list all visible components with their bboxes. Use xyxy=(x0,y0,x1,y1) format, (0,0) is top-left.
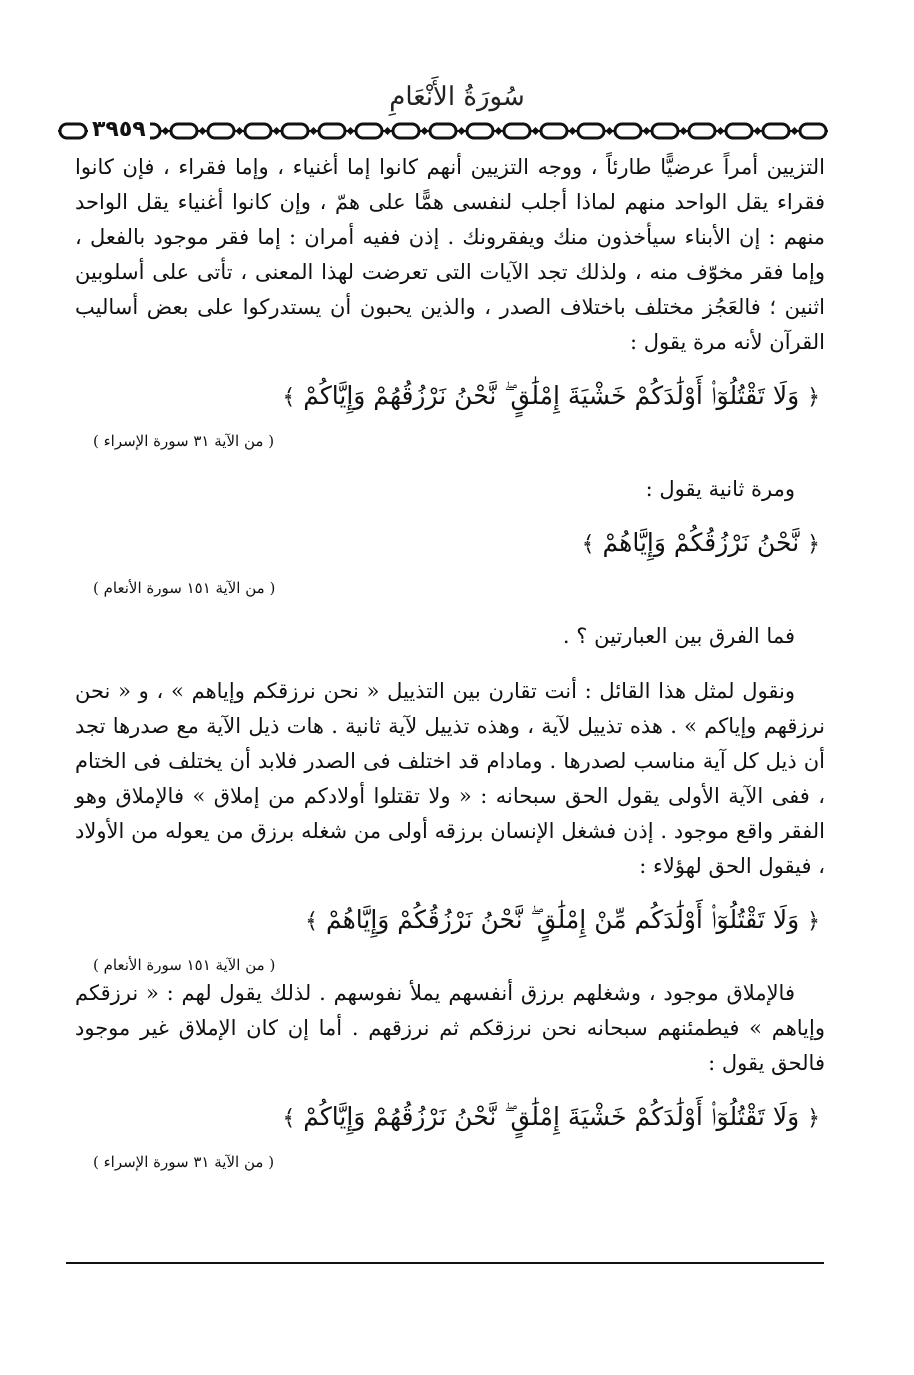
verse-close-bracket: ﴾ xyxy=(282,385,296,410)
surah-title: سُورَةُ الأَنْعَامِ xyxy=(389,82,525,112)
verse-3 xyxy=(75,900,825,942)
verse-4-text: وَلَا تَقْتُلُوٓا۟ أَوْلَٰدَكُمْ خَشْيَةَ إِمْلَٰقٍ ۖ نَّحْنُ نَرْزُقُهُمْ وَإِيَّاكُمْ xyxy=(303,1102,800,1131)
page-body xyxy=(75,150,825,1173)
verse-1-text: وَلَا تَقْتُلُوٓا۟ أَوْلَٰدَكُمْ خَشْيَةَ إِمْلَٰقٍ ۖ نَّحْنُ نَرْزُقُهُمْ وَإِيَّاكُمْ xyxy=(303,381,800,410)
verse-2-text: نَّحْنُ نَرْزُقُكُمْ وَإِيَّاهُمْ xyxy=(602,528,800,557)
page-number: ٣٩٥٩ xyxy=(88,117,150,143)
verse-2-reference: ( من الآية ١٥١ سورة الأنعام ) xyxy=(93,579,276,597)
verse-3-text: وَلَا تَقْتُلُوٓا۟ أَوْلَٰدَكُم مِّنْ إِمْلَٰقٍ ۖ نَّحْنُ نَرْزُقُكُمْ وَإِيَّاهُمْ xyxy=(325,905,800,934)
header-ornament-band xyxy=(58,118,828,144)
paragraph-4: ونقول لمثل هذا القائل : أنت تقارن بين التذييل « نحن نرزقكم وإياهم » ، و « نحن نرزقهم وإياكم » . هذه تذييل لآية ، وهذه تذييل لآية ثانية . هات ذيل الآية مع صدرها تجد أن ذيل كل آية مناسب لصدرها . ومادام قد اختلف فى الصدر فلابد أن يختلف فى الختام ، ففى الآية الأولى يقول الحق سبحانه : « ولا تقتلوا أولادكم من إملاق » فالإملاق وهو الفقر واقع موجود . إذن فشغل الإنسان برزقه أولى من شغله برزق من يعوله من الأولاد ، فيقول الحق لهؤلاء : xyxy=(75,679,825,878)
verse-2 xyxy=(75,523,825,565)
verse-open-bracket: ﴿ xyxy=(807,385,820,410)
verse-1-reference: ( من الآية ٣١ سورة الإسراء ) xyxy=(93,432,275,450)
verse-open-bracket: ﴿ xyxy=(807,909,820,934)
verse-close-bracket: ﴾ xyxy=(282,1106,296,1131)
verse-4 xyxy=(75,1097,825,1139)
verse-open-bracket: ﴿ xyxy=(807,532,820,557)
paragraph-5: فالإملاق موجود ، وشغلهم برزق أنفسهم يملأ نفوسهم . لذلك يقول لهم : « نرزقكم وإياهم » فيطمئنهم سبحانه نحن نرزقكم ثم نرزقهم . أما إن كان الإملاق غير موجود فالحق يقول : xyxy=(75,981,825,1075)
ornament-chain-icon xyxy=(58,118,828,144)
verse-4-reference: ( من الآية ٣١ سورة الإسراء ) xyxy=(93,1153,275,1171)
verse-1 xyxy=(75,376,825,418)
paragraph-3: فما الفرق بين العبارتين ؟ . xyxy=(562,624,795,648)
paragraph-2: ومرة ثانية يقول : xyxy=(645,477,795,501)
footer-rule xyxy=(66,1262,824,1264)
verse-close-bracket: ﴾ xyxy=(305,909,318,934)
verse-close-bracket: ﴾ xyxy=(581,532,595,557)
paragraph-1: التزيين أمراً عرضيًّا طارئاً ، ووجه التزيين أنهم كانوا إما أغنياء ، وإما فقراء ، فإن كانوا فقراء يقل الواحد منهم لماذا أجلب لنفسى همًّا على همّ ، وإن كانوا أغنياء يقل الواحد منهم : إن الأبناء سيأخذون منك ويفقرونك . إذن ففيه أمران : إما فقر موجود بالفعل ، وإما فقر مخوّف منه ، ولذلك تجد الآيات التى تعرضت لهذا المعنى ، تأتى على أسلوبين اثنين ؛ فالعَجُز مختلف باختلاف الصدر ، والذين يحبون أن يستدركوا على بعض أساليب القرآن لأنه مرة يقول : xyxy=(75,155,825,354)
verse-3-reference: ( من الآية ١٥١ سورة الأنعام ) xyxy=(93,956,276,974)
verse-open-bracket: ﴿ xyxy=(807,1106,820,1131)
